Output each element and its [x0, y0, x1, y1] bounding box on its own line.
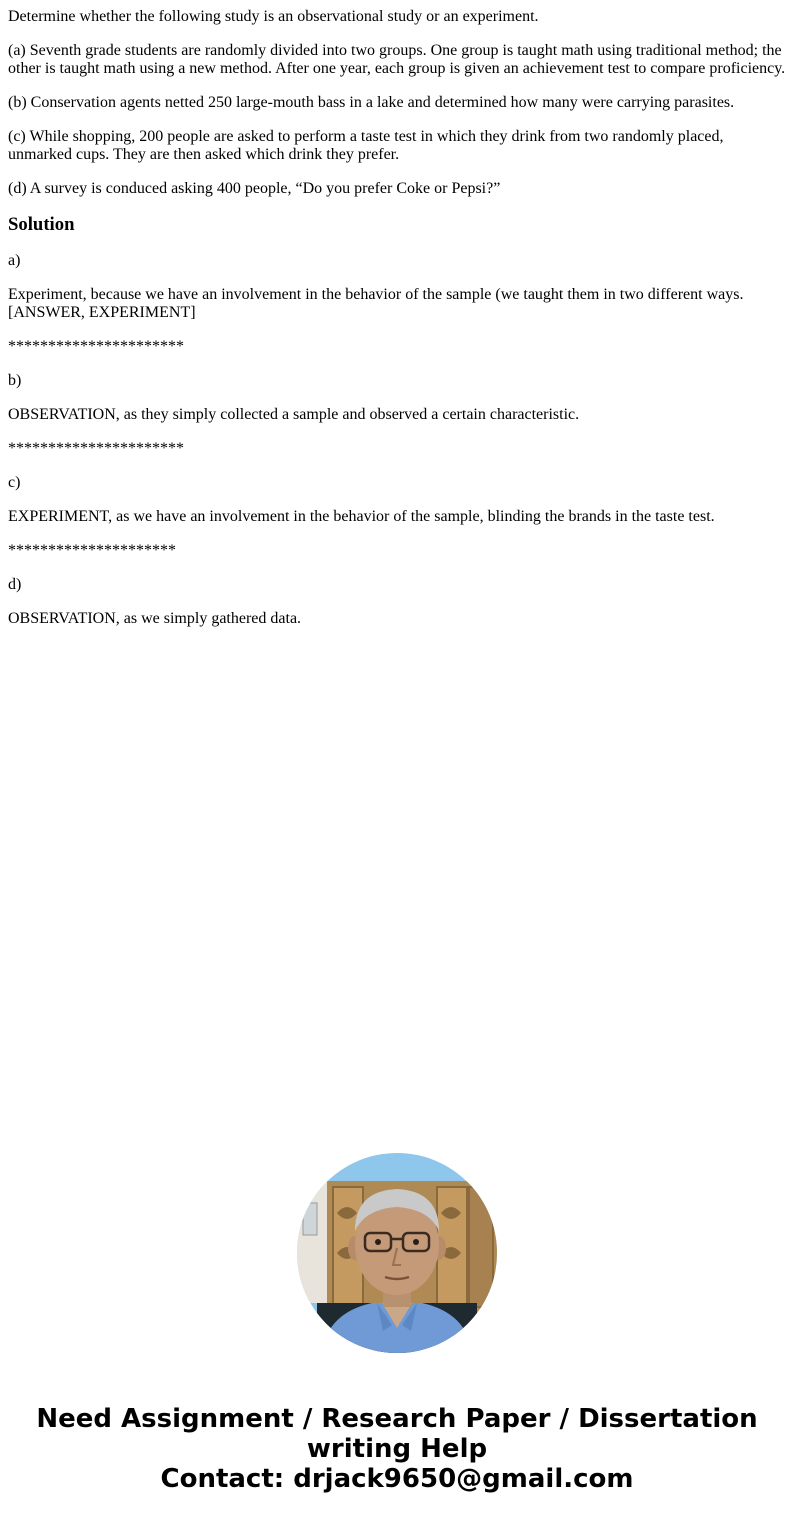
contact-footer — [0, 1404, 794, 1494]
question-part-b: (b) Conservation agents netted 250 large-mouth bass in a lake and determined how many were carrying parasites. — [8, 94, 735, 111]
question-part-c: (c) While shopping, 200 people are asked to perform a taste test in which they drink from two randomly placed, unmarked cups. They are then asked which drink they prefer. — [8, 128, 724, 163]
solution-heading: Solution — [8, 214, 75, 235]
separator: ********************** — [8, 440, 184, 457]
answer-a-label: a) — [8, 252, 21, 269]
footer-line-2: writing Help — [306, 1434, 488, 1464]
document-body — [8, 8, 788, 644]
answer-a-text: Experiment, because we have an involvement in the behavior of the sample (we taught them in two different ways. [ANSWER, EXPERIMENT] — [8, 286, 744, 321]
footer-contact-line: Contact: drjack9650@gmail.com — [160, 1464, 634, 1494]
question-intro: Determine whether the following study is an observational study or an experiment. — [8, 8, 539, 25]
person-portrait-icon — [297, 1153, 497, 1353]
separator: ********************* — [8, 542, 176, 559]
answer-b-text: OBSERVATION, as they simply collected a sample and observed a certain characteristic. — [8, 406, 580, 423]
question-part-d: (d) A survey is conduced asking 400 people, “Do you prefer Coke or Pepsi?” — [8, 180, 501, 197]
answer-c-label: c) — [8, 474, 21, 491]
footer-line-1: Need Assignment / Research Paper / Dissertation — [36, 1404, 758, 1434]
author-avatar — [297, 1153, 497, 1353]
answer-d-label: d) — [8, 576, 22, 593]
answer-d-text: OBSERVATION, as we simply gathered data. — [8, 610, 302, 627]
answer-b-label: b) — [8, 372, 22, 389]
question-part-a: (a) Seventh grade students are randomly divided into two groups. One group is taught math using traditional method; the other is taught math using a new method. After one year, each group is given an achievement test to compare proficiency. — [8, 42, 786, 77]
separator: ********************** — [8, 338, 184, 355]
answer-c-text: EXPERIMENT, as we have an involvement in the behavior of the sample, blinding the brands in the taste test. — [8, 508, 715, 525]
